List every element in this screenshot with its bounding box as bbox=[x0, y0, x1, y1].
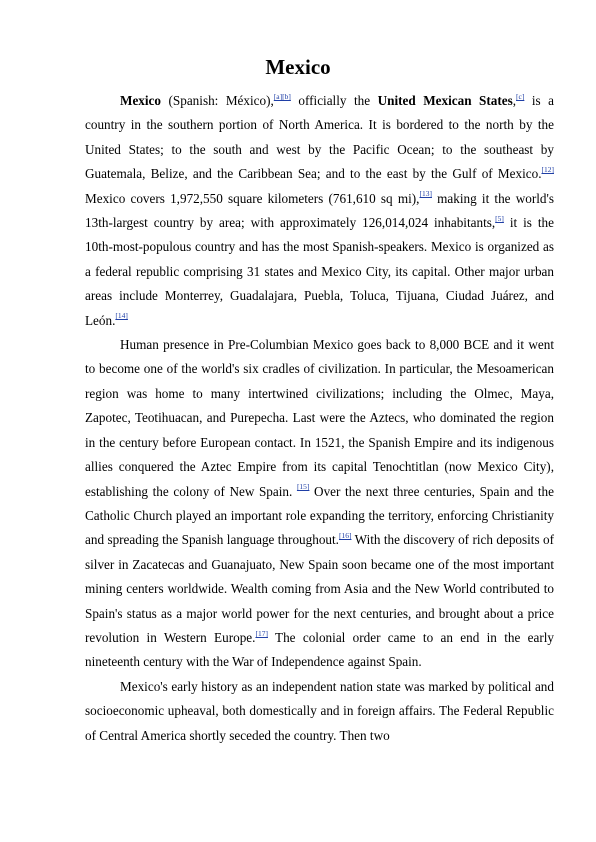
citation-link[interactable]: [14] bbox=[115, 311, 128, 321]
text-run: Human presence in Pre-Columbian Mexico goes back to 8,000 BCE and it went to become one of the world's six cradles of civilization. In particular, the Mesoamerican region was home to many intertwined civilizations; including the Olmec, Maya, Zapotec, Teotihuacan, and Purepecha. Last were the Aztecs, who dominated the region in the century before European contact. In 1521, the Spanish Empire and its indigenous allies conquered the Aztec Empire from its capital Tenochtitlan (now Mexico City), establishing the colony of New Spain. bbox=[85, 337, 554, 499]
text-run: , bbox=[512, 93, 517, 108]
paragraph-intro bbox=[85, 89, 554, 333]
text-run: With the discovery of rich deposits of silver in Zacatecas and Guanajuato, New Spain soon became one of the most important mining centers worldwide. Wealth coming from Asia and the New World contributed to Spain's status as a major world power for the next centuries, and brought about a price revolution in Western Europe. bbox=[85, 532, 554, 645]
text-run: officially the bbox=[290, 93, 378, 108]
citation-link[interactable]: [a][b] bbox=[273, 91, 291, 101]
official-name: United Mexican States bbox=[377, 93, 513, 108]
text-run: (Spanish: México), bbox=[161, 93, 274, 108]
citation-link[interactable]: [16] bbox=[338, 530, 352, 540]
text-run: Mexico's early history as an independent nation state was marked by political and socioeconomic upheaval, both domestically and in foreign affairs. The Federal Republic of Central America shortly seceded the country. Then two bbox=[85, 678, 554, 743]
text-run: Mexico covers 1,972,550 square kilometers (761,610 sq mi), bbox=[85, 190, 420, 206]
text-run: The colonial order came to an end in the early nineteenth century with the War of Independence against Spain. bbox=[85, 629, 555, 670]
citation-link[interactable]: [13] bbox=[419, 189, 432, 199]
paragraph-independence bbox=[85, 675, 554, 748]
text-run: Over the next three centuries, Spain and the Catholic Church played an important role expanding the territory, enforcing Christianity and spreading the Spanish language throughout. bbox=[85, 483, 554, 548]
text-run: it is the 10th-most-populous country and has the most Spanish-speakers. Mexico is organized as a federal republic comprising 31 states and Mexico City, its capital. Other major urban areas include Monterrey, Guadalajara, Puebla, Toluca, Tijuana, Ciudad Juárez, and León. bbox=[85, 215, 554, 328]
page-title: Mexico bbox=[265, 55, 331, 79]
citation-link[interactable]: [15] bbox=[296, 482, 310, 492]
citation-link[interactable]: [17] bbox=[255, 628, 268, 638]
text-run: is a country in the southern portion of North America. It is bordered to the north by the United States; to the south and west by the Pacific Ocean; to the southeast by Guatemala, Belize, and the Caribbean Sea; and to the east by the Gulf of Mexico. bbox=[85, 93, 555, 182]
article-body bbox=[85, 89, 554, 748]
text-run: making it the world's 13th-largest country by area; with approximately 126,014,024 inhabitants, bbox=[85, 190, 554, 231]
paragraph-history bbox=[85, 333, 554, 675]
citation-link[interactable]: [c] bbox=[516, 91, 525, 101]
country-name: Mexico bbox=[120, 93, 162, 108]
citation-link[interactable]: [12] bbox=[541, 164, 554, 174]
citation-link[interactable]: [5] bbox=[495, 213, 504, 223]
